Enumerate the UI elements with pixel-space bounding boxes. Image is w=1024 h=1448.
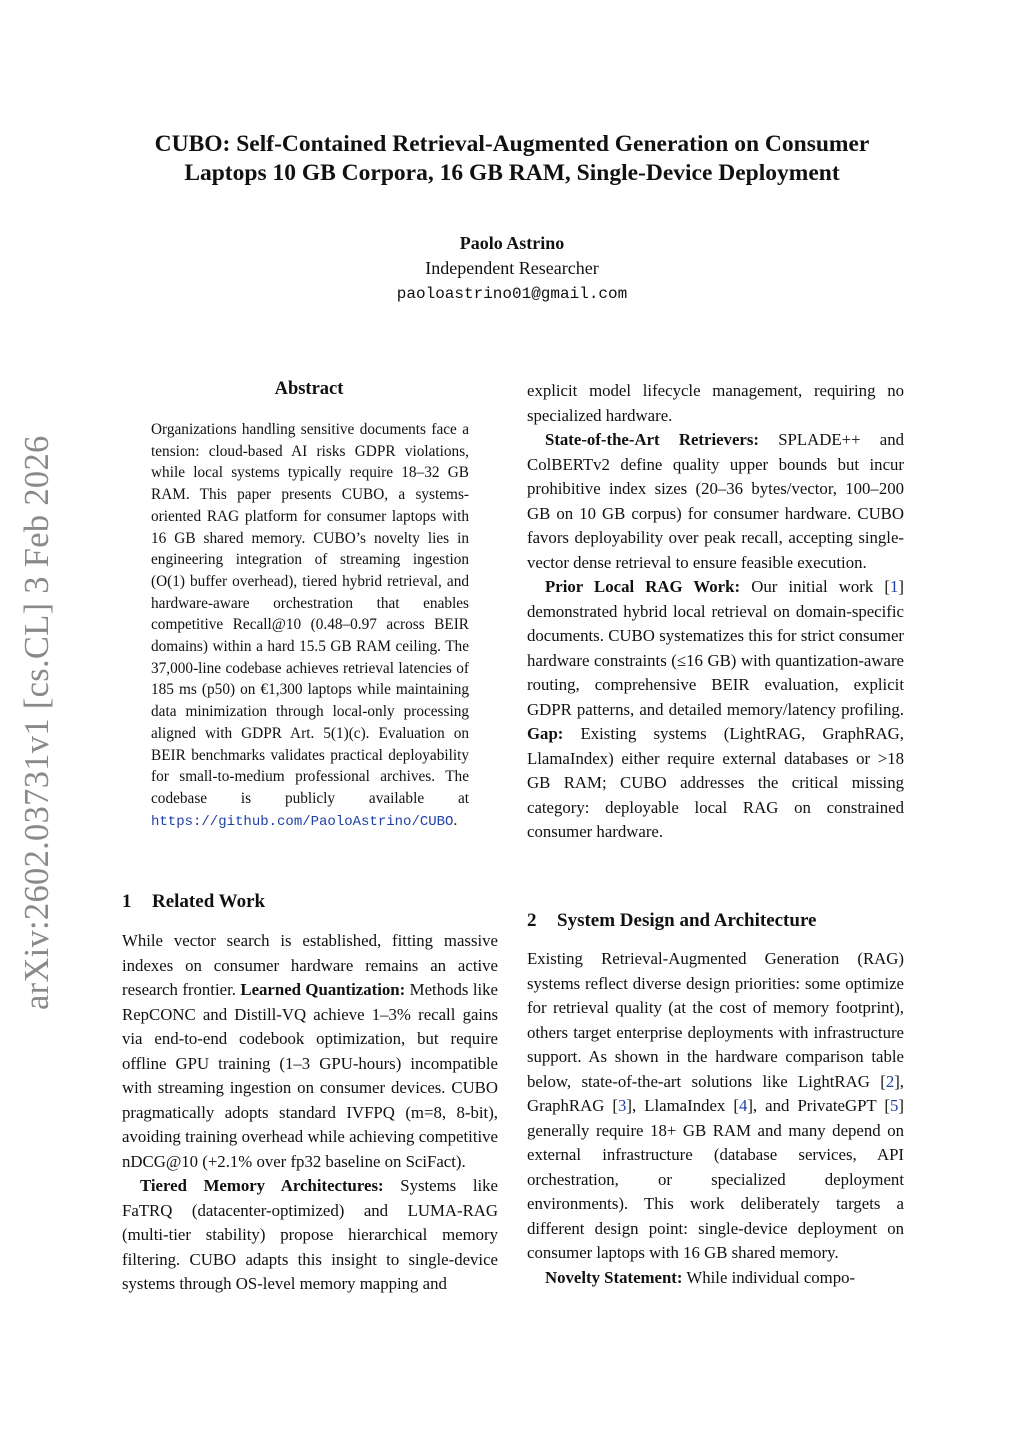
sota-retrievers-paragraph	[527, 428, 904, 575]
arxiv-identifier: arXiv:2602.03731v1 [cs.CL] 3 Feb 2026	[18, 435, 56, 1010]
author-name: Paolo Astrino	[459, 233, 565, 253]
citation-1[interactable]: 1	[890, 577, 899, 596]
sota-retrievers-text: SPLADE++ and ColBERTv2 define quality upper bounds but incur prohibitive index sizes (20–36 bytes/vector, 100–200 GB on 10 GB corpus) for consumer hardware. CUBO favors deployability over peak recall, accepting single-vector dense retrieval to ensure feasible execution.	[527, 430, 904, 572]
title-line-1: CUBO: Self-Contained Retrieval-Augmented Generation on Consumer	[154, 131, 870, 157]
prior-local-rag-text-b: ] demonstrated hybrid local retrieval on domain-specific documents. CUBO systematizes this for strict consumer hardware constraints (≤16 GB) with quantization-aware routing, comprehensive BEIR evaluation, explicit GDPR patterns, and detailed memory/latency profiling.	[527, 577, 904, 719]
prior-local-rag-label: Prior Local RAG Work:	[545, 577, 741, 596]
abstract-end: .	[453, 811, 458, 829]
system-design-text-d: ], and PrivateGPT [	[747, 1096, 891, 1115]
learned-quantization-text: Methods like RepCONC and Distill-VQ achieve 1–3% recall gains via end-to-end codebook optimization, but require offline GPU training (1–3 GPU-hours) incompatible with streaming ingestion on consumer devices. CUBO pragmatically adopts standard IVFPQ (m=8, 8-bit), avoiding training overhead while achieving competitive nDCG@10 (+2.1% over fp32 baseline on SciFact).	[122, 980, 498, 1171]
abstract-body	[151, 419, 469, 833]
novelty-paragraph	[527, 1266, 904, 1291]
learned-quantization-label: Learned Quantization:	[240, 980, 406, 999]
prior-local-rag-text-a: Our initial work [	[751, 577, 891, 596]
novelty-label: Novelty Statement:	[545, 1267, 683, 1287]
related-work-paragraph-1	[122, 929, 498, 1174]
section-2-body	[527, 947, 904, 1290]
section-2-number: 2	[527, 910, 537, 931]
citation-3[interactable]: 3	[618, 1096, 627, 1115]
citation-4[interactable]: 4	[738, 1096, 748, 1115]
gap-text: Existing systems (LightRAG, GraphRAG, LlamaIndex) either require external databases or >18 GB RAM; CUBO addresses the critical missing category: deployable local RAG on constrained consumer hardware.	[527, 724, 904, 841]
continued-paragraph: explicit model lifecycle management, requiring no specialized hardware.	[527, 381, 904, 425]
novelty-text: While individual compo-	[686, 1267, 856, 1287]
left-column-body	[122, 929, 498, 1297]
gap-label: Gap:	[527, 724, 564, 743]
section-1-heading	[122, 891, 265, 913]
github-link[interactable]: https://github.com/PaoloAstrino/CUBO	[151, 813, 454, 830]
citation-2[interactable]: 2	[885, 1071, 895, 1091]
system-design-text-a: Existing Retrieval-Augmented Generation (RAG) systems reflect diverse design priorities: some optimize for retrieval quality (at the cost of memory footprint), others target enterprise deployments with infrastructure support. As shown in the hardware comparison table below, state-of-the-art solutions like LightRAG [	[527, 949, 904, 1091]
author-email: paoloastrino01@gmail.com	[396, 285, 628, 303]
section-2-heading	[527, 910, 816, 932]
system-design-text-c: ], LlamaIndex [	[626, 1096, 739, 1115]
sota-retrievers-label: State-of-the-Art Retrievers:	[545, 430, 759, 449]
prior-local-rag-paragraph	[527, 575, 904, 845]
system-design-text-b: ], GraphRAG [	[527, 1071, 904, 1115]
tiered-memory-text: Systems like FaTRQ (datacenter-optimized) and LUMA-RAG (multi-tier stability) propose hierarchical memory filtering. CUBO adapts this insight to single-device systems through OS-level memory mapping and	[122, 1176, 498, 1293]
right-column-body	[527, 379, 904, 845]
citation-5[interactable]: 5	[890, 1096, 899, 1115]
section-2-title: System Design and Architecture	[557, 910, 817, 931]
system-design-text-e: ] generally require 18+ GB RAM and many depend on external infrastructure (database services, API orchestration, or specialized deployment environments). This work deliberately targets a different design point: single-device deployment on consumer laptops with 16 GB shared memory.	[527, 1096, 905, 1262]
author-affiliation: Independent Researcher	[425, 258, 599, 278]
related-work-paragraph-2	[122, 1174, 498, 1297]
section-1-number: 1	[122, 891, 132, 912]
abstract-heading: Abstract	[274, 379, 344, 399]
paper-title	[110, 130, 914, 188]
system-design-paragraph-1	[527, 947, 904, 1266]
title-line-2: Laptops 10 GB Corpora, 16 GB RAM, Single-Device Deployment	[184, 160, 840, 186]
abstract-text: Organizations handling sensitive documents face a tension: cloud-based AI risks GDPR violations, while local systems typically require 18–32 GB RAM. This paper presents CUBO, a systems-oriented RAG platform for consumer laptops with 16 GB shared memory. CUBO’s novelty lies in engineering integration of streaming ingestion (O(1) buffer overhead), tiered hybrid retrieval, and hardware-aware orchestration that enables competitive Recall@10 (0.48–0.97 across BEIR domains) within a hard 15.5 GB RAM ceiling. The 37,000-line codebase achieves retrieval latencies of 185 ms (p50) on €1,300 laptops while maintaining data minimization through local-only processing aligned with GDPR Art. 5(1)(c). Evaluation on BEIR benchmarks validates practical deployability for small-to-medium professional archives. The codebase is publicly available at	[151, 421, 469, 807]
tiered-memory-label: Tiered Memory Architectures:	[140, 1176, 384, 1195]
author-block	[300, 231, 724, 307]
related-intro: While vector search is established, fitting massive indexes on consumer hardware remains an active research frontier.	[122, 931, 498, 999]
section-1-title: Related Work	[152, 891, 266, 912]
